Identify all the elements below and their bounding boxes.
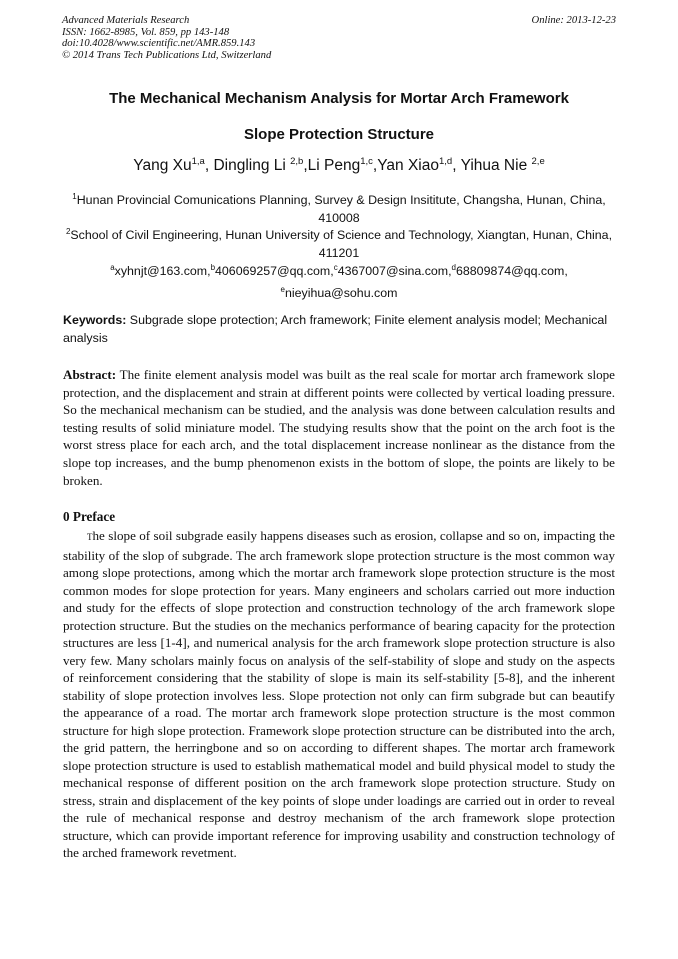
affiliation-text: School of Civil Engineering, Hunan University of Science and Technology, Xiangtan, Hunan, China, 411201: [70, 228, 613, 260]
author-superscript: 1,a: [191, 156, 205, 167]
paper-title-line-2: Slope Protection Structure: [243, 126, 435, 143]
email-link[interactable]: 406069257@qq.com,: [215, 264, 334, 279]
journal-name: Advanced Materials Research: [62, 15, 190, 26]
email-link[interactable]: 68809874@qq.com,: [456, 264, 568, 279]
abstract-text: The finite element analysis model was built as the real scale for mortar arch framework slope protection, and the displacement and strain at different points were collected by vertical loading pressure. So the mechanical mechanism can be studied, and the analysis was done between calculation results and testing results of solid miniature model. The studying results show that the point on the arch foot is the worst stress place for each arch, and the total displacement increase nonlinear as the distance from the slope top increases, and the bump phenomenon exists in the bottom of slope, the points are likely to be broken.: [63, 367, 615, 488]
author-name: Dingling Li: [213, 157, 291, 175]
affiliation-1: [62, 188, 616, 227]
email-link[interactable]: 4367007@sina.com,: [337, 264, 452, 279]
keywords-section: [63, 312, 615, 347]
author-emails: [62, 259, 616, 302]
keywords-label: Keywords:: [63, 313, 127, 327]
author-separator: ,: [372, 157, 378, 175]
preface-paragraph: [63, 527, 615, 862]
author-superscript: 2,b: [290, 156, 304, 167]
section-heading: 0 Preface: [63, 509, 116, 524]
author-superscript: 2,e: [531, 156, 545, 167]
email-marker: d: [451, 263, 456, 272]
author-name: Yang Xu: [133, 157, 192, 175]
email-link[interactable]: nieyihua@sohu.com: [284, 285, 398, 300]
email-marker: a: [110, 263, 115, 272]
drop-cap: T: [87, 532, 93, 542]
doi-line: doi:10.4028/www.scientific.net/AMR.859.143: [62, 38, 256, 50]
affiliation-marker: 1: [72, 192, 77, 201]
email-marker: e: [280, 284, 285, 294]
author-separator: ,: [452, 157, 461, 175]
abstract-section: [63, 366, 615, 489]
journal-header: [62, 15, 616, 61]
email-link[interactable]: xyhnjt@163.com,: [114, 264, 211, 279]
abstract-label: Abstract:: [63, 367, 117, 382]
email-marker: b: [210, 263, 216, 272]
author-name: Li Peng: [307, 157, 361, 175]
paper-title-line-1: The Mechanical Mechanism Analysis for Mortar Arch Framework: [109, 90, 569, 107]
online-date: Online: 2013-12-23: [531, 15, 616, 26]
author-list: [40, 156, 638, 175]
affiliation-text: Hunan Provincial Comunications Planning, Survey & Design Insititute, Changsha, Hunan, China, 410008: [76, 193, 606, 225]
keywords-text: Subgrade slope protection; Arch framework; Finite element analysis model; Mechanical analysis: [63, 313, 608, 345]
email-marker: c: [333, 263, 338, 272]
author-superscript: 1,c: [360, 156, 373, 167]
affiliation-2: [62, 223, 616, 262]
author-separator: ,: [204, 157, 214, 175]
paragraph-text: he slope of soil subgrade easily happens diseases such as erosion, collapse and so on, impacting the stability of the slop of subgrade. The arch framework slope protection structure is the most common way among slope protections, among which the mortar arch framework slope protection structure is the most common modes for slope protection for years. Many engineers and scholars carried out more induction and study for the effects of slope protection and construction technology of the arch framework slope protection structure. But the studies on the mechanics performance of bearing capacity for the protection structures are less [1-4], and numerical analysis for the arch framework slope protection structure is also very few. Many scholars mainly focus on analysis of the self-stability of slope and study on the aspects of reinforcement considering that the stability of slope is main its self-stability [5-8], and the inherent stability of slope protection involves less. Slope protection not only can firm subgrade but can beautify the appearance of a road. The mortar arch framework slope protection structure is the most common structure for high slope protection. Framework slope protection structure can be distributed into the arch, the grid pattern, the herringbone and so on according to different shapes. The mortar arch framework slope protection structure is used to establish mathematical model and build physical model to study the mechanical response of different position on the arch framework slope protection structure. Study on stress, strain and displacement of the key points of slope under loadings are carried out in order to reveal the rule of mechanical response and destroy mechanism of the arch framework slope protection structure, which can provide important reference for improving usability and construction technology of the arched framework revetment.: [63, 528, 615, 860]
author-name: Yihua Nie: [460, 157, 532, 175]
issn-line: ISSN: 1662-8985, Vol. 859, pp 143-148: [62, 26, 230, 38]
author-superscript: 1,d: [439, 156, 453, 167]
copyright-line: © 2014 Trans Tech Publications Ltd, Switzerland: [62, 49, 272, 61]
affiliation-marker: 2: [65, 227, 71, 236]
author-name: Yan Xiao: [377, 157, 439, 175]
author-separator: ,: [303, 157, 308, 175]
